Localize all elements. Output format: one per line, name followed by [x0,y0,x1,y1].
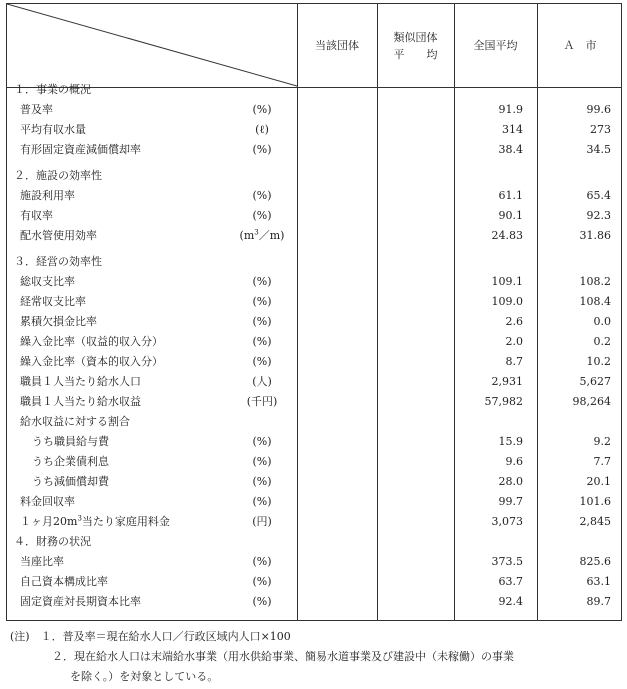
row-label: 職員１人当たり給水人口 [20,375,141,388]
national-average-value: 9.6 [505,455,523,468]
national-average-value: 91.9 [498,103,523,116]
section-heading-row [7,80,623,100]
row-label: 累積欠損金比率 [20,315,97,328]
row-unit: (%) [252,575,272,588]
national-average-value: 90.1 [498,209,523,222]
table-row [7,120,623,140]
national-average-value: 61.1 [498,189,523,202]
national-average-value: 63.7 [498,575,523,588]
table-row [7,372,623,392]
footnote-2: ２．現在給水人口は末端給水事業（用水供給事業、簡易水道事業及び建設中（未稼働）の事業 [52,650,514,663]
header-similar-average-line1: 類似団体 [393,30,438,44]
city-a-value: 0.0 [593,315,611,328]
row-unit: (ℓ) [255,123,269,136]
table-row [7,552,623,572]
row-unit: (%) [252,315,272,328]
row-label: 料金回収率 [20,495,75,508]
row-unit: (円) [252,515,272,528]
header-current-entity: 当該団体 [315,39,359,52]
section-heading-row [7,532,623,552]
section-heading-row [7,252,623,272]
national-average-value: 3,073 [491,515,523,528]
table-row [7,392,623,412]
table-row [7,432,623,452]
section-label: ３．経営の効率性 [14,255,102,268]
table-row [7,332,623,352]
section-label: １．事業の概況 [14,83,91,96]
section-label: ４．財務の状況 [14,535,91,548]
row-label: うち企業債利息 [32,455,109,468]
city-a-value: 20.1 [586,475,611,488]
national-average-value: 8.7 [505,355,523,368]
national-average-value: 2,931 [491,375,523,388]
table-row [7,452,623,472]
city-a-value: 89.7 [586,595,611,608]
row-label: うち職員給与費 [32,435,109,448]
row-label: 経常収支比率 [20,295,86,308]
section-label: ２．施設の効率性 [14,169,102,182]
header-national-average: 全国平均 [473,39,518,52]
row-unit: (%) [252,189,272,202]
city-a-value: 108.2 [579,275,611,288]
city-a-value: 7.7 [593,455,611,468]
city-a-value: 0.2 [593,335,611,348]
row-unit: (%) [252,455,272,468]
row-unit: (%) [252,143,272,156]
row-label: 職員１人当たり給水収益 [20,395,141,408]
national-average-value: 2.0 [505,335,523,348]
row-unit: (%) [252,555,272,568]
row-unit: (%) [252,103,272,116]
city-a-value: 10.2 [586,355,611,368]
row-unit: (%) [252,595,272,608]
table-row [7,572,623,592]
header-similar-average-line2: 平 均 [393,47,438,61]
table-row [7,412,623,432]
city-a-value: 63.1 [586,575,611,588]
row-label: 平均有収水量 [20,123,86,136]
table-row [7,492,623,512]
row-label: 繰入金比率（資本的収入分） [20,355,163,368]
row-unit: (%) [252,209,272,222]
national-average-value: 57,982 [484,395,523,408]
city-a-value: 2,845 [579,515,611,528]
header-city-a: Ａ 市 [563,39,597,52]
table-row [7,592,623,612]
row-label: 総収支比率 [20,275,75,288]
national-average-value: 314 [502,123,523,136]
row-unit: $(m^3/m)$ [239,228,285,242]
section-heading-row [7,166,623,186]
row-label: 有形固定資産減価償却率 [20,143,141,156]
table-row [7,472,623,492]
row-label: 繰入金比率（収益的収入分） [20,335,163,348]
national-average-value: 373.5 [491,555,523,568]
national-average-value: 109.1 [491,275,523,288]
row-label: 有収率 [20,209,53,222]
row-label: 施設利用率 [20,189,75,202]
national-average-value: 38.4 [498,143,523,156]
row-unit: (%) [252,275,272,288]
national-average-value: 15.9 [498,435,523,448]
table-row [7,186,623,206]
national-average-value: 28.0 [498,475,523,488]
city-a-value: 108.4 [579,295,611,308]
row-unit: (%) [252,435,272,448]
table-row [7,512,623,532]
row-label: 給水収益に対する割合 [20,415,130,428]
row-label: うち減価償却費 [32,475,109,488]
national-average-value: 92.4 [498,595,523,608]
row-unit: (人) [252,375,272,388]
national-average-value: 99.7 [498,495,523,508]
row-label: 固定資産対長期資本比率 [20,595,141,608]
row-label: 自己資本構成比率 [20,575,108,588]
city-a-value: 65.4 [586,189,611,202]
city-a-value: 9.2 [593,435,611,448]
table-row [7,312,623,332]
city-a-value: 825.6 [579,555,611,568]
row-label: １ヶ月$20m^3$当たり家庭用料金 [20,514,170,528]
footnote-1: (注) １．普及率＝現在給水人口／行政区域内人口×100 [10,630,291,643]
table-row [7,292,623,312]
city-a-value: 273 [590,123,611,136]
city-a-value: 34.5 [586,143,611,156]
table-row [7,206,623,226]
row-unit: (%) [252,295,272,308]
statistics-table [6,3,622,621]
row-label: 配水管使用効率 [20,229,97,242]
city-a-value: 31.86 [579,229,611,242]
row-unit: (%) [252,335,272,348]
city-a-value: 99.6 [586,103,611,116]
city-a-value: 98,264 [572,395,611,408]
national-average-value: 2.6 [505,315,523,328]
table-row [7,226,623,246]
city-a-value: 92.3 [586,209,611,222]
city-a-value: 5,627 [579,375,611,388]
table-row [7,140,623,160]
city-a-value: 101.6 [579,495,611,508]
footnote-2-continued: を除く。）を対象としている。 [70,670,219,683]
header-diagonal-line [7,4,297,87]
table-row [7,100,623,120]
row-unit: (%) [252,475,272,488]
table-row [7,352,623,372]
row-label: 普及率 [20,103,53,116]
row-unit: (千円) [246,395,278,408]
table-row [7,272,623,292]
national-average-value: 109.0 [491,295,523,308]
row-label: 当座比率 [20,555,64,568]
row-unit: (%) [252,355,272,368]
national-average-value: 24.83 [491,229,523,242]
header-similar-average [377,4,454,87]
row-unit: (%) [252,495,272,508]
